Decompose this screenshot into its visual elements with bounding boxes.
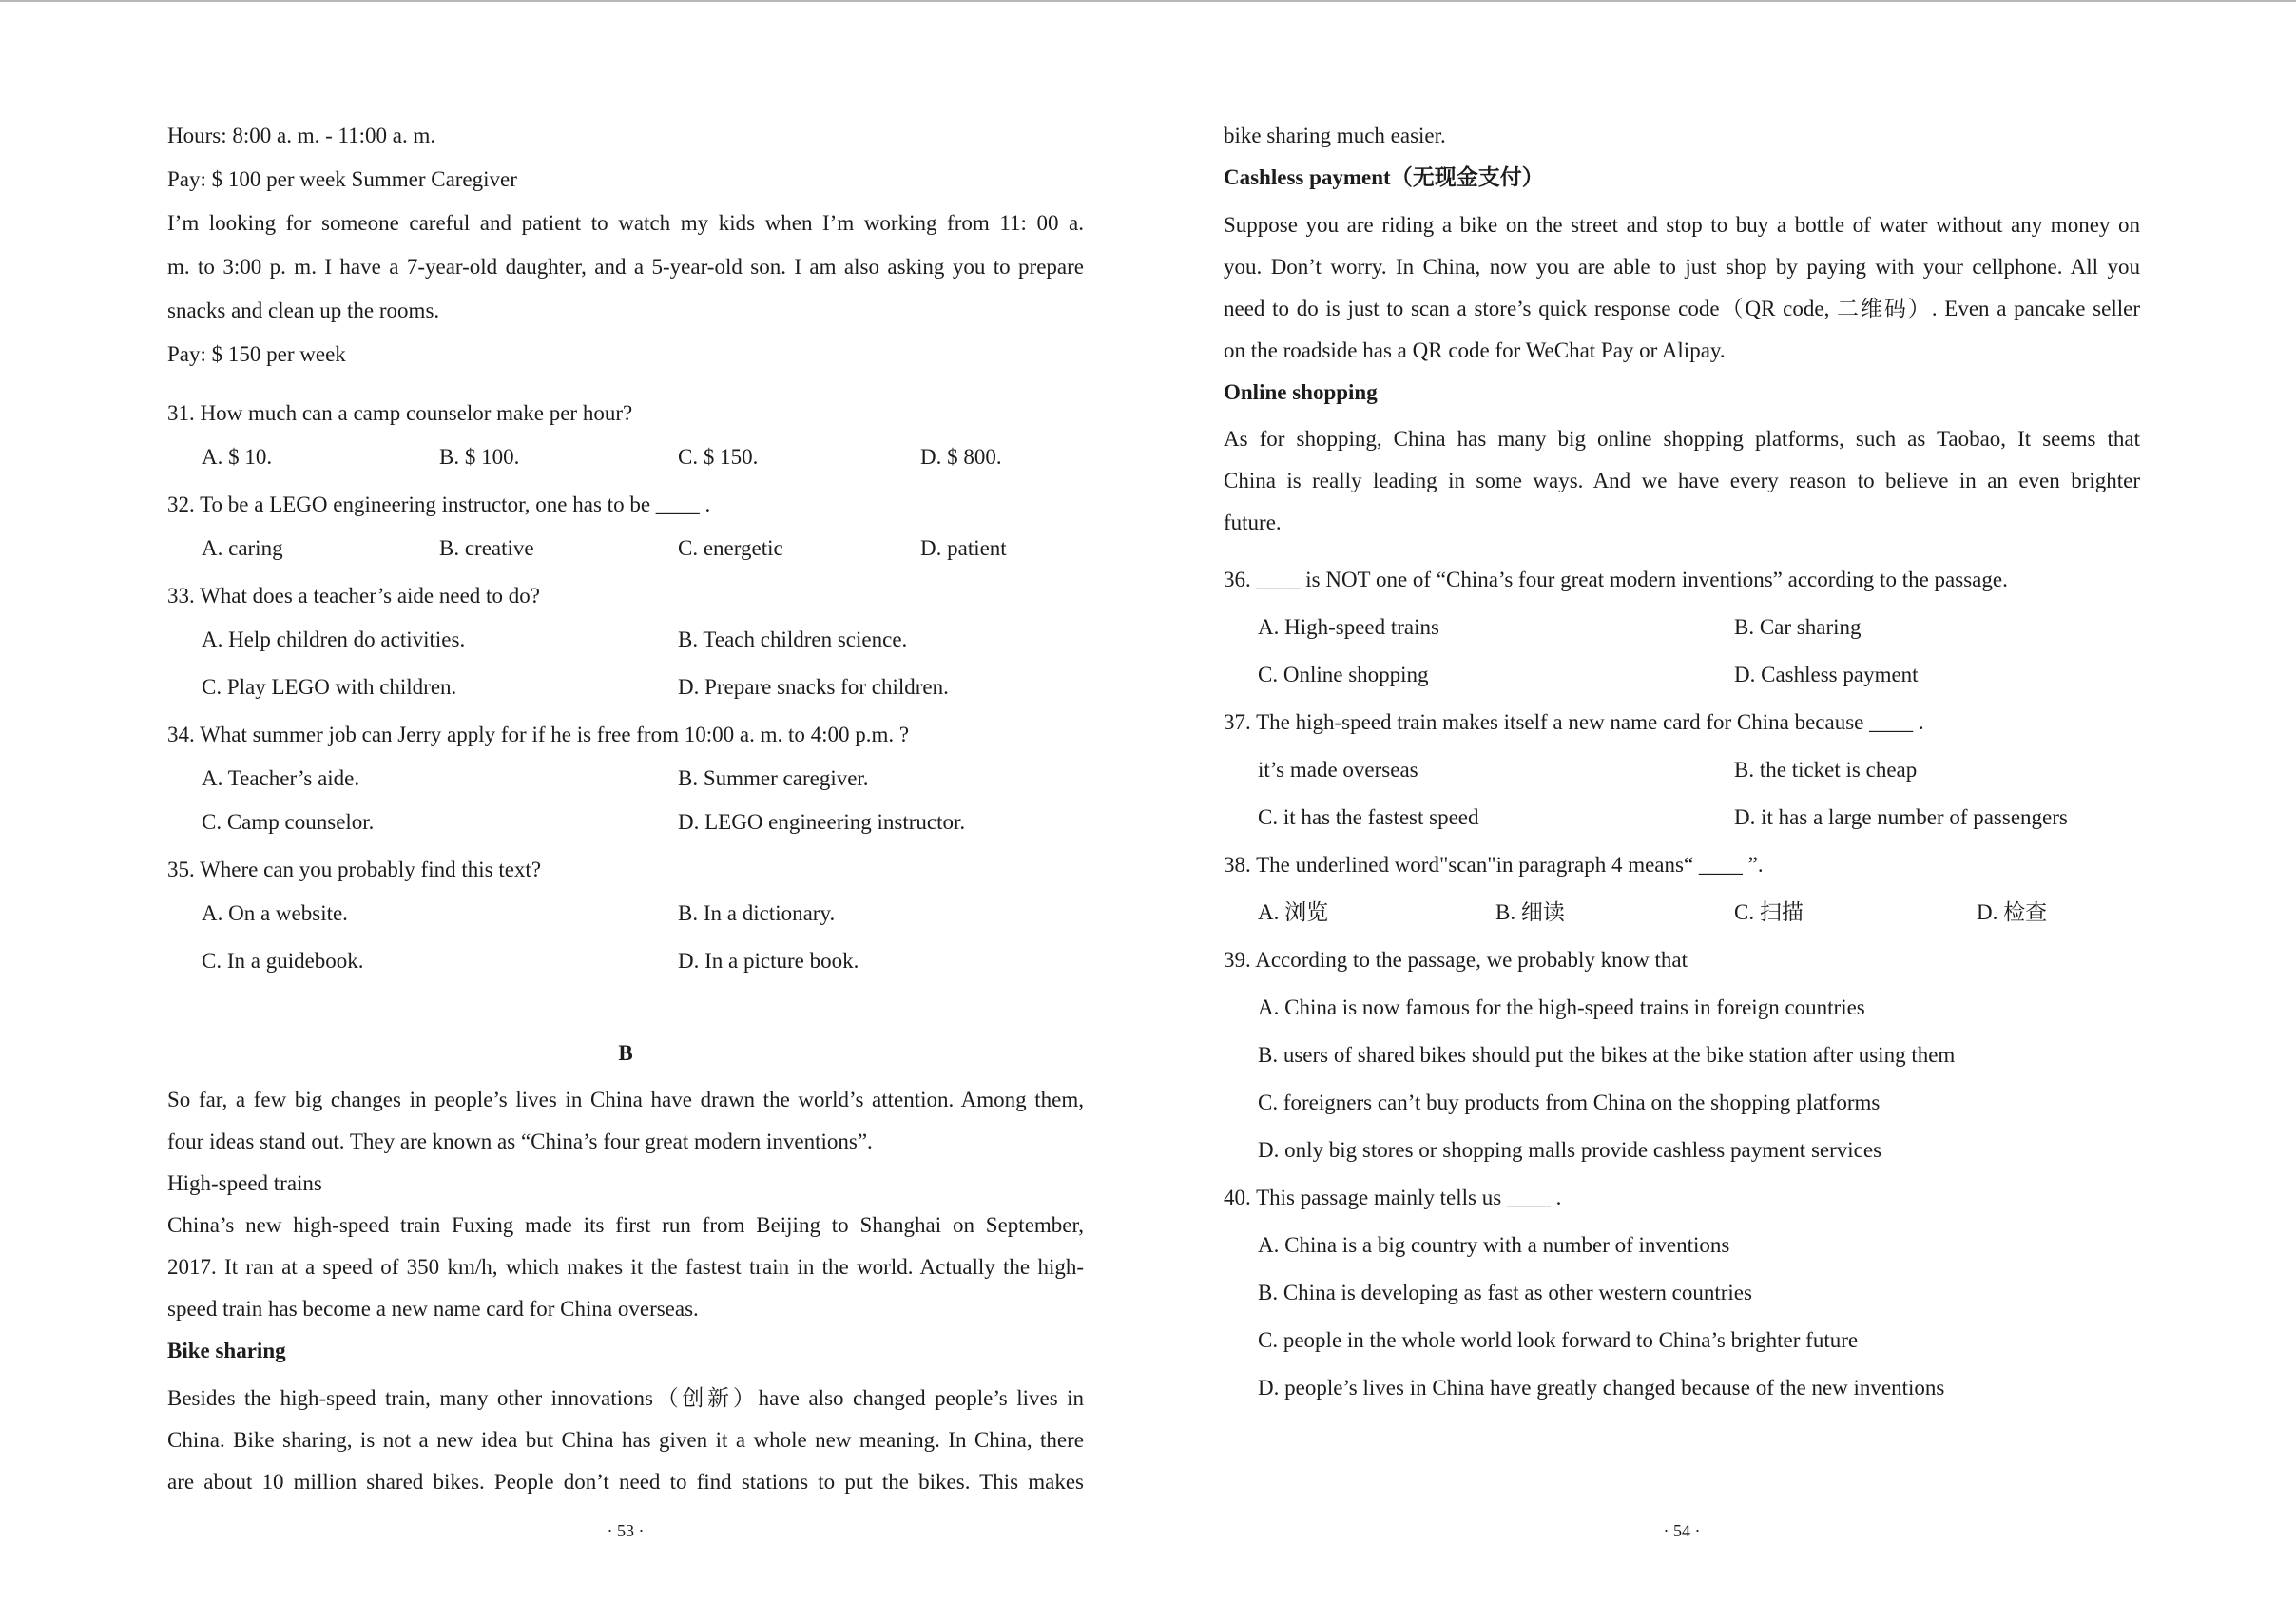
page-number: · 53 ·	[607, 1521, 645, 1540]
answer-option: A. Help children do activities.	[202, 628, 466, 651]
text-line: on the roadside has a QR code for WeChat Pay or Alipay.	[1224, 338, 1726, 362]
text-line: Pay: $ 100 per week Summer Caregiver	[167, 167, 517, 191]
answer-option: B. the ticket is cheap	[1734, 758, 1918, 782]
answer-option: B. users of shared bikes should put the bikes at the bike station after using them	[1258, 1043, 1956, 1067]
page-number: · 54 ·	[1663, 1521, 1701, 1540]
text-line: China is really leading in some ways. And we have every reason to believe in an even brighter	[1224, 469, 2140, 492]
answer-option: it’s made overseas	[1258, 758, 1418, 782]
text-line: China’s new high-speed train Fuxing made its first run from Beijing to Shanghai on September,	[167, 1213, 1084, 1237]
text-line: Besides the high-speed train, many other innovations（创新）have also changed people’s lives in	[167, 1386, 1084, 1410]
text-line: future.	[1224, 511, 1282, 534]
question-stem: 36. ____ is NOT one of “China’s four great modern inventions” according to the passage.	[1224, 568, 2008, 591]
text-line: m. to 3:00 p. m. I have a 7-year-old daughter, and a 5-year-old son. I am also asking you to prepare	[167, 255, 1084, 279]
answer-option: D. patient	[920, 536, 1007, 560]
answer-option: C. 扫描	[1734, 900, 1804, 924]
question-stem: 37. The high-speed train makes itself a new name card for China because ____ .	[1224, 710, 1924, 734]
text-line: speed train has become a new name card for China overseas.	[167, 1297, 699, 1321]
text-line: are about 10 million shared bikes. People don’t need to find stations to put the bikes. This makes	[167, 1470, 1084, 1494]
text-line: snacks and clean up the rooms.	[167, 299, 440, 322]
subheading: Bike sharing	[167, 1339, 286, 1362]
answer-option: D. In a picture book.	[678, 949, 859, 973]
question-stem: 31. How much can a camp counselor make per hour?	[167, 401, 633, 425]
answer-option: C. energetic	[678, 536, 783, 560]
answer-option: B. In a dictionary.	[678, 901, 836, 925]
text-line: Suppose you are riding a bike on the street and stop to buy a bottle of water without any money on	[1224, 213, 2140, 237]
question-stem: 33. What does a teacher’s aide need to do?	[167, 584, 540, 608]
answer-option: C. it has the fastest speed	[1258, 805, 1479, 829]
answer-option: A. Teacher’s aide.	[202, 766, 360, 790]
subheading: Online shopping	[1224, 380, 1378, 404]
answer-option: A. caring	[202, 536, 283, 560]
left-page	[167, 0, 1084, 1622]
answer-option: B. $ 100.	[439, 445, 520, 469]
answer-option: B. creative	[439, 536, 534, 560]
text-line: China. Bike sharing, is not a new idea but China has given it a whole new meaning. In China, there	[167, 1428, 1084, 1452]
answer-option: D. only big stores or shopping malls provide cashless payment services	[1258, 1138, 1882, 1162]
question-stem: 39. According to the passage, we probably know that	[1224, 948, 1688, 972]
text-line: bike sharing much easier.	[1224, 124, 1446, 147]
answer-option: A. $ 10.	[202, 445, 273, 469]
answer-option: C. foreigners can’t buy products from China on the shopping platforms	[1258, 1091, 1881, 1114]
answer-option: D. LEGO engineering instructor.	[678, 810, 966, 834]
answer-option: A. High-speed trains	[1258, 615, 1439, 639]
answer-option: C. $ 150.	[678, 445, 759, 469]
question-stem: 34. What summer job can Jerry apply for if he is free from 10:00 a. m. to 4:00 p.m. ?	[167, 723, 910, 746]
answer-option: B. Car sharing	[1734, 615, 1862, 639]
answer-option: B. Teach children science.	[678, 628, 908, 651]
answer-option: A. China is now famous for the high-speed trains in foreign countries	[1258, 995, 1865, 1019]
text-line: 2017. It ran at a speed of 350 km/h, which makes it the fastest train in the world. Actually the high-	[167, 1255, 1084, 1279]
question-stem: 35. Where can you probably find this text?	[167, 858, 542, 881]
answer-option: B. China is developing as fast as other western countries	[1258, 1281, 1752, 1304]
text-line: you. Don’t worry. In China, now you are able to just shop by paying with your cellphone. All you	[1224, 255, 2140, 279]
answer-option: C. Camp counselor.	[202, 810, 375, 834]
answer-option: D. $ 800.	[920, 445, 1002, 469]
answer-option: D. Cashless payment	[1734, 663, 1919, 686]
subheading: Cashless payment（无现金支付）	[1224, 165, 1544, 189]
answer-option: A. 浏览	[1258, 900, 1329, 924]
question-stem: 38. The underlined word"scan"in paragraph 4 means“ ____ ”.	[1224, 853, 1764, 877]
answer-option: A. China is a big country with a number of inventions	[1258, 1233, 1730, 1257]
subheading: High-speed trains	[167, 1171, 322, 1195]
question-stem: 40. This passage mainly tells us ____ .	[1224, 1186, 1562, 1209]
answer-option: D. people’s lives in China have greatly changed because of the new inventions	[1258, 1376, 1945, 1400]
right-page	[1224, 0, 2140, 1622]
text-line: So far, a few big changes in people’s lives in China have drawn the world’s attention. Among them,	[167, 1088, 1084, 1111]
answer-option: C. Online shopping	[1258, 663, 1429, 686]
answer-option: C. In a guidebook.	[202, 949, 364, 973]
question-stem: 32. To be a LEGO engineering instructor, one has to be ____ .	[167, 492, 711, 516]
text-line: As for shopping, China has many big online shopping platforms, such as Taobao, It seems that	[1224, 427, 2140, 451]
answer-option: B. 细读	[1495, 900, 1565, 924]
text-line: I’m looking for someone careful and patient to watch my kids when I’m working from 11: 00 a.	[167, 211, 1084, 235]
answer-option: B. Summer caregiver.	[678, 766, 869, 790]
text-line: need to do is just to scan a store’s quick response code（QR code, 二维码）. Even a pancake seller	[1224, 297, 2140, 320]
answer-option: C. people in the whole world look forward to China’s brighter future	[1258, 1328, 1859, 1352]
text-line: four ideas stand out. They are known as “China’s four great modern inventions”.	[167, 1130, 873, 1153]
answer-option: D. 检查	[1977, 900, 2048, 924]
answer-option: D. Prepare snacks for children.	[678, 675, 949, 699]
text-line: Pay: $ 150 per week	[167, 342, 346, 366]
text-line: Hours: 8:00 a. m. - 11:00 a. m.	[167, 124, 436, 147]
answer-option: D. it has a large number of passengers	[1734, 805, 2068, 829]
answer-option: A. On a website.	[202, 901, 348, 925]
section-heading: B	[618, 1041, 633, 1065]
answer-option: C. Play LEGO with children.	[202, 675, 457, 699]
